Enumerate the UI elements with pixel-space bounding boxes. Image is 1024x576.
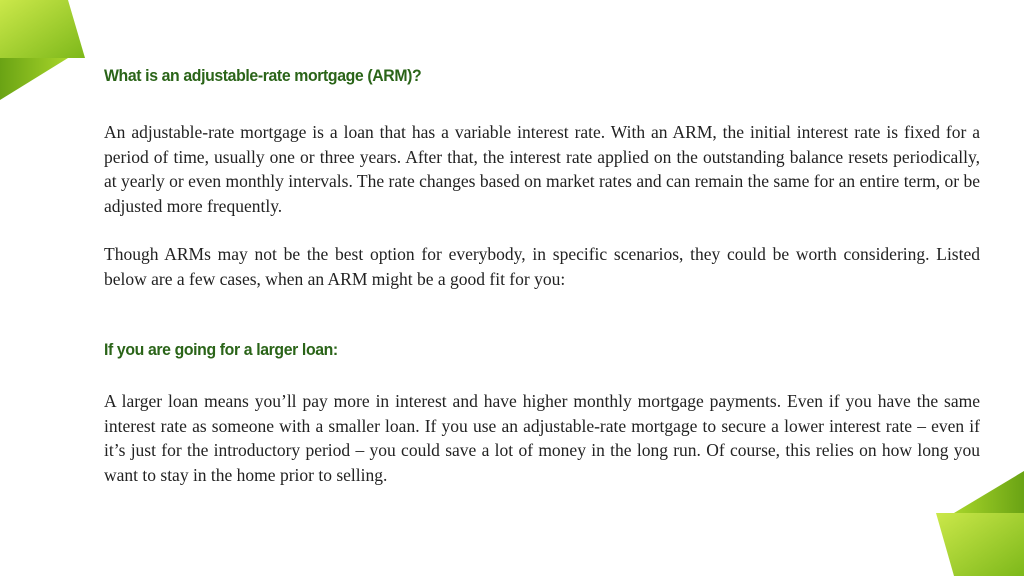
article-content: [104, 60, 980, 487]
paragraph-arm-definition: An adjustable-rate mortgage is a loan that has a variable interest rate. With an ARM, the initial interest rate is fixed for a period of time, usually one or three years. After that, the interest rate applied on the outstanding balance resets periodically, at yearly or even monthly intervals. The rate changes based on market rates and can remain the same for an entire term, or be adjusted more frequently.: [104, 122, 980, 216]
paragraph-arm-suitability: Though ARMs may not be the best option for everybody, in specific scenarios, they could be worth considering. Listed below are a few cases, when an ARM might be a good fit for you:: [104, 244, 980, 289]
decorative-green-shape-top-left: [0, 0, 90, 105]
paragraph-larger-loan: A larger loan means you’ll pay more in interest and have higher monthly mortgage payments. Even if you have the same interest rate as someone with a smaller loan. If you use an adjustable-rate mortgage to secure a lower interest rate – even if it’s just for the introductory period – you could save a lot of money in the long run. Of course, this relies on how long you want to stay in the home prior to selling.: [104, 391, 980, 485]
section-heading-what-is-arm: What is an adjustable-rate mortgage (ARM)?: [104, 66, 422, 85]
section-heading-larger-loan: If you are going for a larger loan:: [104, 340, 338, 359]
